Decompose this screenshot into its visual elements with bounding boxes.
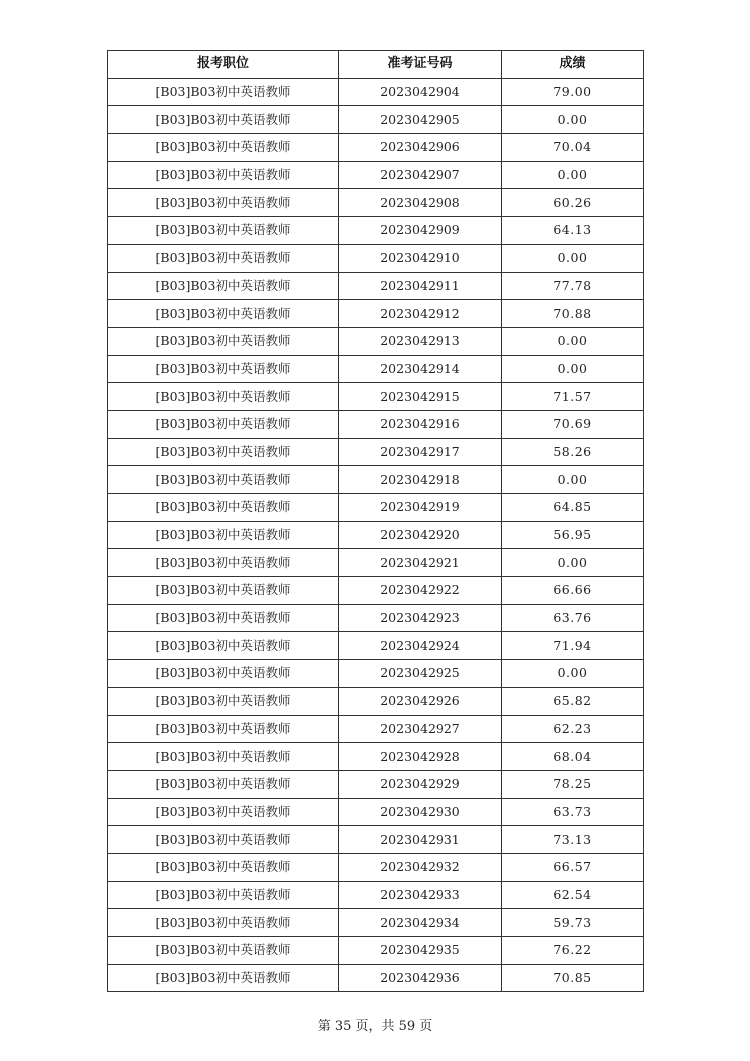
cell-position: [B03]B03初中英语教师 <box>108 660 339 688</box>
cell-ticket-number: 2023042914 <box>339 355 502 383</box>
cell-score: 71.57 <box>502 383 644 411</box>
table-row <box>108 687 644 715</box>
table-row <box>108 798 644 826</box>
cell-score: 56.95 <box>502 521 644 549</box>
header-position: 报考职位 <box>108 51 339 79</box>
table-row <box>108 466 644 494</box>
page-number: 第 35 页，共 59 页 <box>317 1019 433 1034</box>
cell-position: [B03]B03初中英语教师 <box>108 272 339 300</box>
cell-ticket-number: 2023042930 <box>339 798 502 826</box>
cell-ticket-number: 2023042929 <box>339 770 502 798</box>
cell-ticket-number: 2023042907 <box>339 161 502 189</box>
cell-position: [B03]B03初中英语教师 <box>108 383 339 411</box>
cell-score: 63.73 <box>502 798 644 826</box>
cell-ticket-number: 2023042922 <box>339 577 502 605</box>
cell-score: 0.00 <box>502 466 644 494</box>
table-row <box>108 660 644 688</box>
cell-ticket-number: 2023042904 <box>339 78 502 106</box>
table-row <box>108 743 644 771</box>
cell-position: [B03]B03初中英语教师 <box>108 355 339 383</box>
table-row <box>108 272 644 300</box>
score-sheet <box>107 50 643 992</box>
cell-ticket-number: 2023042921 <box>339 549 502 577</box>
cell-ticket-number: 2023042920 <box>339 521 502 549</box>
cell-position: [B03]B03初中英语教师 <box>108 715 339 743</box>
cell-position: [B03]B03初中英语教师 <box>108 964 339 992</box>
cell-score: 70.85 <box>502 964 644 992</box>
cell-ticket-number: 2023042923 <box>339 604 502 632</box>
cell-position: [B03]B03初中英语教师 <box>108 798 339 826</box>
table-row <box>108 964 644 992</box>
cell-score: 65.82 <box>502 687 644 715</box>
cell-score: 70.88 <box>502 300 644 328</box>
table-row <box>108 134 644 162</box>
cell-score: 0.00 <box>502 660 644 688</box>
table-row <box>108 853 644 881</box>
score-table <box>107 50 644 992</box>
cell-score: 0.00 <box>502 355 644 383</box>
cell-ticket-number: 2023042934 <box>339 909 502 937</box>
cell-position: [B03]B03初中英语教师 <box>108 826 339 854</box>
cell-ticket-number: 2023042917 <box>339 438 502 466</box>
cell-position: [B03]B03初中英语教师 <box>108 300 339 328</box>
cell-ticket-number: 2023042909 <box>339 217 502 245</box>
cell-position: [B03]B03初中英语教师 <box>108 494 339 522</box>
cell-position: [B03]B03初中英语教师 <box>108 687 339 715</box>
table-row <box>108 937 644 965</box>
cell-score: 62.23 <box>502 715 644 743</box>
cell-score: 76.22 <box>502 937 644 965</box>
cell-score: 66.66 <box>502 577 644 605</box>
cell-score: 58.26 <box>502 438 644 466</box>
cell-position: [B03]B03初中英语教师 <box>108 217 339 245</box>
table-header-row <box>108 51 644 79</box>
cell-ticket-number: 2023042925 <box>339 660 502 688</box>
table-row <box>108 383 644 411</box>
table-row <box>108 909 644 937</box>
cell-position: [B03]B03初中英语教师 <box>108 909 339 937</box>
table-row <box>108 604 644 632</box>
cell-ticket-number: 2023042913 <box>339 327 502 355</box>
cell-score: 62.54 <box>502 881 644 909</box>
cell-ticket-number: 2023042933 <box>339 881 502 909</box>
cell-ticket-number: 2023042908 <box>339 189 502 217</box>
table-row <box>108 715 644 743</box>
cell-ticket-number: 2023042926 <box>339 687 502 715</box>
table-row <box>108 521 644 549</box>
cell-score: 59.73 <box>502 909 644 937</box>
cell-score: 70.04 <box>502 134 644 162</box>
cell-position: [B03]B03初中英语教师 <box>108 743 339 771</box>
table-row <box>108 78 644 106</box>
cell-score: 70.69 <box>502 410 644 438</box>
cell-ticket-number: 2023042911 <box>339 272 502 300</box>
cell-position: [B03]B03初中英语教师 <box>108 604 339 632</box>
table-row <box>108 300 644 328</box>
table-row <box>108 355 644 383</box>
cell-score: 71.94 <box>502 632 644 660</box>
cell-ticket-number: 2023042905 <box>339 106 502 134</box>
table-row <box>108 217 644 245</box>
cell-score: 73.13 <box>502 826 644 854</box>
cell-score: 78.25 <box>502 770 644 798</box>
cell-position: [B03]B03初中英语教师 <box>108 134 339 162</box>
table-row <box>108 161 644 189</box>
table-row <box>108 410 644 438</box>
cell-score: 77.78 <box>502 272 644 300</box>
cell-ticket-number: 2023042918 <box>339 466 502 494</box>
cell-ticket-number: 2023042912 <box>339 300 502 328</box>
table-row <box>108 327 644 355</box>
cell-ticket-number: 2023042919 <box>339 494 502 522</box>
cell-score: 66.57 <box>502 853 644 881</box>
table-row <box>108 881 644 909</box>
cell-ticket-number: 2023042935 <box>339 937 502 965</box>
cell-score: 0.00 <box>502 327 644 355</box>
table-body <box>108 78 644 992</box>
cell-position: [B03]B03初中英语教师 <box>108 577 339 605</box>
cell-position: [B03]B03初中英语教师 <box>108 632 339 660</box>
cell-position: [B03]B03初中英语教师 <box>108 161 339 189</box>
table-row <box>108 244 644 272</box>
table-row <box>108 438 644 466</box>
cell-position: [B03]B03初中英语教师 <box>108 881 339 909</box>
cell-ticket-number: 2023042931 <box>339 826 502 854</box>
cell-position: [B03]B03初中英语教师 <box>108 410 339 438</box>
cell-position: [B03]B03初中英语教师 <box>108 466 339 494</box>
table-row <box>108 189 644 217</box>
cell-score: 64.85 <box>502 494 644 522</box>
table-row <box>108 494 644 522</box>
cell-ticket-number: 2023042916 <box>339 410 502 438</box>
cell-position: [B03]B03初中英语教师 <box>108 327 339 355</box>
cell-ticket-number: 2023042936 <box>339 964 502 992</box>
cell-ticket-number: 2023042910 <box>339 244 502 272</box>
cell-position: [B03]B03初中英语教师 <box>108 521 339 549</box>
cell-score: 79.00 <box>502 78 644 106</box>
cell-position: [B03]B03初中英语教师 <box>108 244 339 272</box>
cell-score: 60.26 <box>502 189 644 217</box>
table-row <box>108 106 644 134</box>
cell-position: [B03]B03初中英语教师 <box>108 549 339 577</box>
table-row <box>108 632 644 660</box>
cell-score: 64.13 <box>502 217 644 245</box>
cell-score: 0.00 <box>502 161 644 189</box>
table-row <box>108 549 644 577</box>
cell-score: 68.04 <box>502 743 644 771</box>
cell-ticket-number: 2023042924 <box>339 632 502 660</box>
cell-ticket-number: 2023042906 <box>339 134 502 162</box>
cell-position: [B03]B03初中英语教师 <box>108 853 339 881</box>
cell-ticket-number: 2023042928 <box>339 743 502 771</box>
cell-score: 0.00 <box>502 244 644 272</box>
cell-position: [B03]B03初中英语教师 <box>108 189 339 217</box>
cell-position: [B03]B03初中英语教师 <box>108 937 339 965</box>
table-row <box>108 770 644 798</box>
cell-position: [B03]B03初中英语教师 <box>108 78 339 106</box>
cell-position: [B03]B03初中英语教师 <box>108 438 339 466</box>
table-row <box>108 577 644 605</box>
cell-ticket-number: 2023042927 <box>339 715 502 743</box>
header-ticket-number: 准考证号码 <box>339 51 502 79</box>
cell-position: [B03]B03初中英语教师 <box>108 770 339 798</box>
cell-score: 0.00 <box>502 106 644 134</box>
cell-position: [B03]B03初中英语教师 <box>108 106 339 134</box>
cell-score: 0.00 <box>502 549 644 577</box>
cell-ticket-number: 2023042915 <box>339 383 502 411</box>
cell-ticket-number: 2023042932 <box>339 853 502 881</box>
header-score: 成绩 <box>502 51 644 79</box>
cell-score: 63.76 <box>502 604 644 632</box>
table-row <box>108 826 644 854</box>
